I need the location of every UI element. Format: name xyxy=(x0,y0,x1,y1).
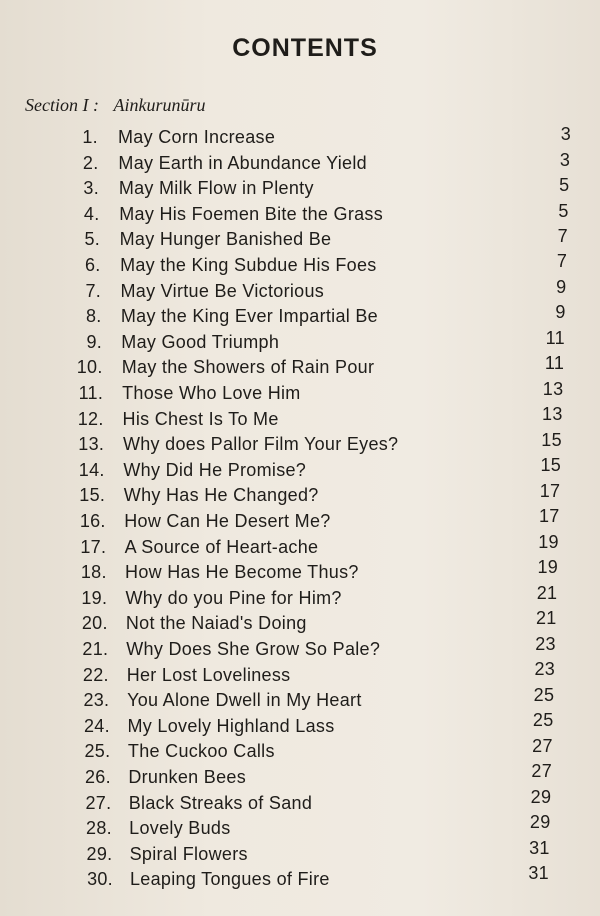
entry-title: You Alone Dwell in My Heart xyxy=(127,690,362,711)
section-name: Ainkurunūru xyxy=(113,95,206,115)
entry-title: A Source of Heart-ache xyxy=(124,536,319,557)
entry-page-number: 9 xyxy=(556,276,567,297)
entry-title: May Corn Increase xyxy=(118,127,276,147)
toc-entry xyxy=(0,276,600,305)
toc-entry xyxy=(0,404,600,433)
entry-number: 17. xyxy=(80,536,107,557)
entry-page-number: 19 xyxy=(538,531,559,552)
entry-number: 12. xyxy=(77,408,104,429)
toc-entry xyxy=(0,149,600,177)
entry-page-number: 19 xyxy=(537,557,559,578)
entry-number: 3. xyxy=(83,178,100,199)
entry-title: May Virtue Be Victorious xyxy=(120,280,325,301)
entry-number: 1. xyxy=(82,127,98,147)
entry-page-number: 23 xyxy=(534,659,556,680)
toc-entry xyxy=(0,659,600,689)
section-label: Section I : xyxy=(25,95,99,115)
entry-page-number: 11 xyxy=(544,353,565,374)
entry-number: 18. xyxy=(80,562,107,583)
toc-entry xyxy=(0,480,600,509)
entry-title: May Earth in Abundance Yield xyxy=(118,152,367,173)
entry-title: How Has He Become Thus? xyxy=(125,562,359,583)
toc-entry xyxy=(0,761,600,791)
toc-entry xyxy=(0,506,600,535)
entry-title: May Milk Flow in Plenty xyxy=(118,178,314,199)
entry-number: 25. xyxy=(84,741,111,762)
entry-title: May the King Subdue His Foes xyxy=(120,255,377,275)
entry-title: The Cuckoo Calls xyxy=(127,741,275,762)
toc-entry xyxy=(0,327,600,356)
toc-entry xyxy=(0,378,600,407)
entry-number: 24. xyxy=(83,715,110,736)
entry-title: Those Who Love Him xyxy=(122,383,301,403)
entry-page-number: 5 xyxy=(559,174,570,195)
entry-title: His Chest Is To Me xyxy=(122,408,279,429)
entry-number: 30. xyxy=(87,869,113,890)
entry-title: Her Lost Loveliness xyxy=(126,664,291,685)
toc-entry xyxy=(0,863,600,893)
entry-page-number: 7 xyxy=(556,251,568,272)
entry-number: 8. xyxy=(85,306,102,327)
entry-number: 5. xyxy=(84,229,101,250)
toc-entry xyxy=(0,124,600,151)
entry-title: May His Foemen Bite the Grass xyxy=(119,203,384,224)
entry-page-number: 13 xyxy=(542,404,563,425)
entry-page-number: 25 xyxy=(533,684,555,705)
entry-title: Why Has He Changed? xyxy=(123,485,319,506)
toc-entry xyxy=(0,455,600,484)
entry-page-number: 23 xyxy=(535,633,556,654)
entry-title: Why does Pallor Film Your Eyes? xyxy=(122,434,399,455)
toc-entry xyxy=(0,225,600,253)
entry-page-number: 21 xyxy=(535,608,557,629)
entry-page-number: 17 xyxy=(539,480,561,501)
entry-title: May Good Triumph xyxy=(121,331,280,352)
entry-page-number: 27 xyxy=(531,761,553,782)
entry-number: 21. xyxy=(82,639,109,659)
entry-page-number: 29 xyxy=(530,786,552,807)
entry-number: 26. xyxy=(84,767,111,787)
entry-title: Spiral Flowers xyxy=(129,843,248,864)
entry-number: 16. xyxy=(79,511,106,531)
entry-number: 11. xyxy=(78,383,104,403)
entry-page-number: 25 xyxy=(532,710,554,731)
entry-page-number: 9 xyxy=(555,302,566,323)
entry-number: 19. xyxy=(81,587,108,608)
entry-number: 27. xyxy=(85,792,112,813)
toc-entry xyxy=(0,200,600,228)
entry-title: Why Does She Grow So Pale? xyxy=(126,639,381,659)
toc-entry xyxy=(0,302,600,330)
entry-title: May Hunger Banished Be xyxy=(119,229,332,250)
entry-title: Drunken Bees xyxy=(128,767,247,787)
entry-page-number: 13 xyxy=(542,378,564,399)
page-title: CONTENTS xyxy=(232,34,378,62)
entry-number: 23. xyxy=(83,690,110,711)
entry-title: Black Streaks of Sand xyxy=(128,792,313,813)
entry-number: 6. xyxy=(84,255,101,275)
entry-page-number: 27 xyxy=(532,735,553,756)
toc-entry xyxy=(0,557,600,586)
entry-number: 9. xyxy=(86,331,103,352)
entry-page-number: 31 xyxy=(528,863,549,884)
entry-title: Why Did He Promise? xyxy=(123,459,307,480)
entry-page-number: 31 xyxy=(529,837,550,858)
entry-number: 13. xyxy=(78,434,105,455)
entry-page-number: 5 xyxy=(558,200,569,221)
toc-entry xyxy=(0,251,600,279)
entry-number: 10. xyxy=(76,357,103,378)
entry-title: May the Showers of Rain Pour xyxy=(121,357,375,378)
entry-page-number: 3 xyxy=(560,124,571,144)
entry-page-number: 21 xyxy=(536,582,558,603)
entry-title: Leaping Tongues of Fire xyxy=(130,869,330,890)
toc-entry xyxy=(0,174,600,202)
entry-number: 22. xyxy=(82,664,109,685)
entry-title: How Can He Desert Me? xyxy=(124,511,331,531)
toc-entry xyxy=(0,353,600,381)
entry-page-number: 3 xyxy=(559,149,571,170)
entry-page-number: 17 xyxy=(538,506,560,527)
entry-title: Not the Naiad's Doing xyxy=(125,613,307,634)
toc-entry xyxy=(0,429,600,458)
entry-number: 14. xyxy=(78,459,105,480)
entry-number: 29. xyxy=(86,843,113,864)
toc-entry xyxy=(0,735,600,765)
entry-title: Why do you Pine for Him? xyxy=(125,587,342,608)
entry-page-number: 7 xyxy=(557,225,568,246)
entry-page-number: 15 xyxy=(541,429,562,450)
entry-number: 28. xyxy=(86,818,112,839)
toc-entry xyxy=(0,633,600,663)
toc-entry xyxy=(0,531,600,561)
toc-entry xyxy=(0,582,600,612)
entry-number: 7. xyxy=(85,280,102,301)
toc-entry xyxy=(0,710,600,740)
toc-entry xyxy=(0,608,600,637)
entry-title: My Lovely Highland Lass xyxy=(127,715,335,736)
entry-page-number: 29 xyxy=(529,812,551,833)
entry-title: May the King Ever Impartial Be xyxy=(120,306,378,327)
entry-number: 20. xyxy=(81,613,108,634)
entry-number: 15. xyxy=(79,485,106,506)
toc-entry xyxy=(0,684,600,714)
entry-number: 2. xyxy=(82,152,99,173)
entry-title: Lovely Buds xyxy=(129,818,231,839)
entry-page-number: 11 xyxy=(545,327,565,348)
entry-number: 4. xyxy=(83,203,100,224)
entry-page-number: 15 xyxy=(540,455,562,476)
